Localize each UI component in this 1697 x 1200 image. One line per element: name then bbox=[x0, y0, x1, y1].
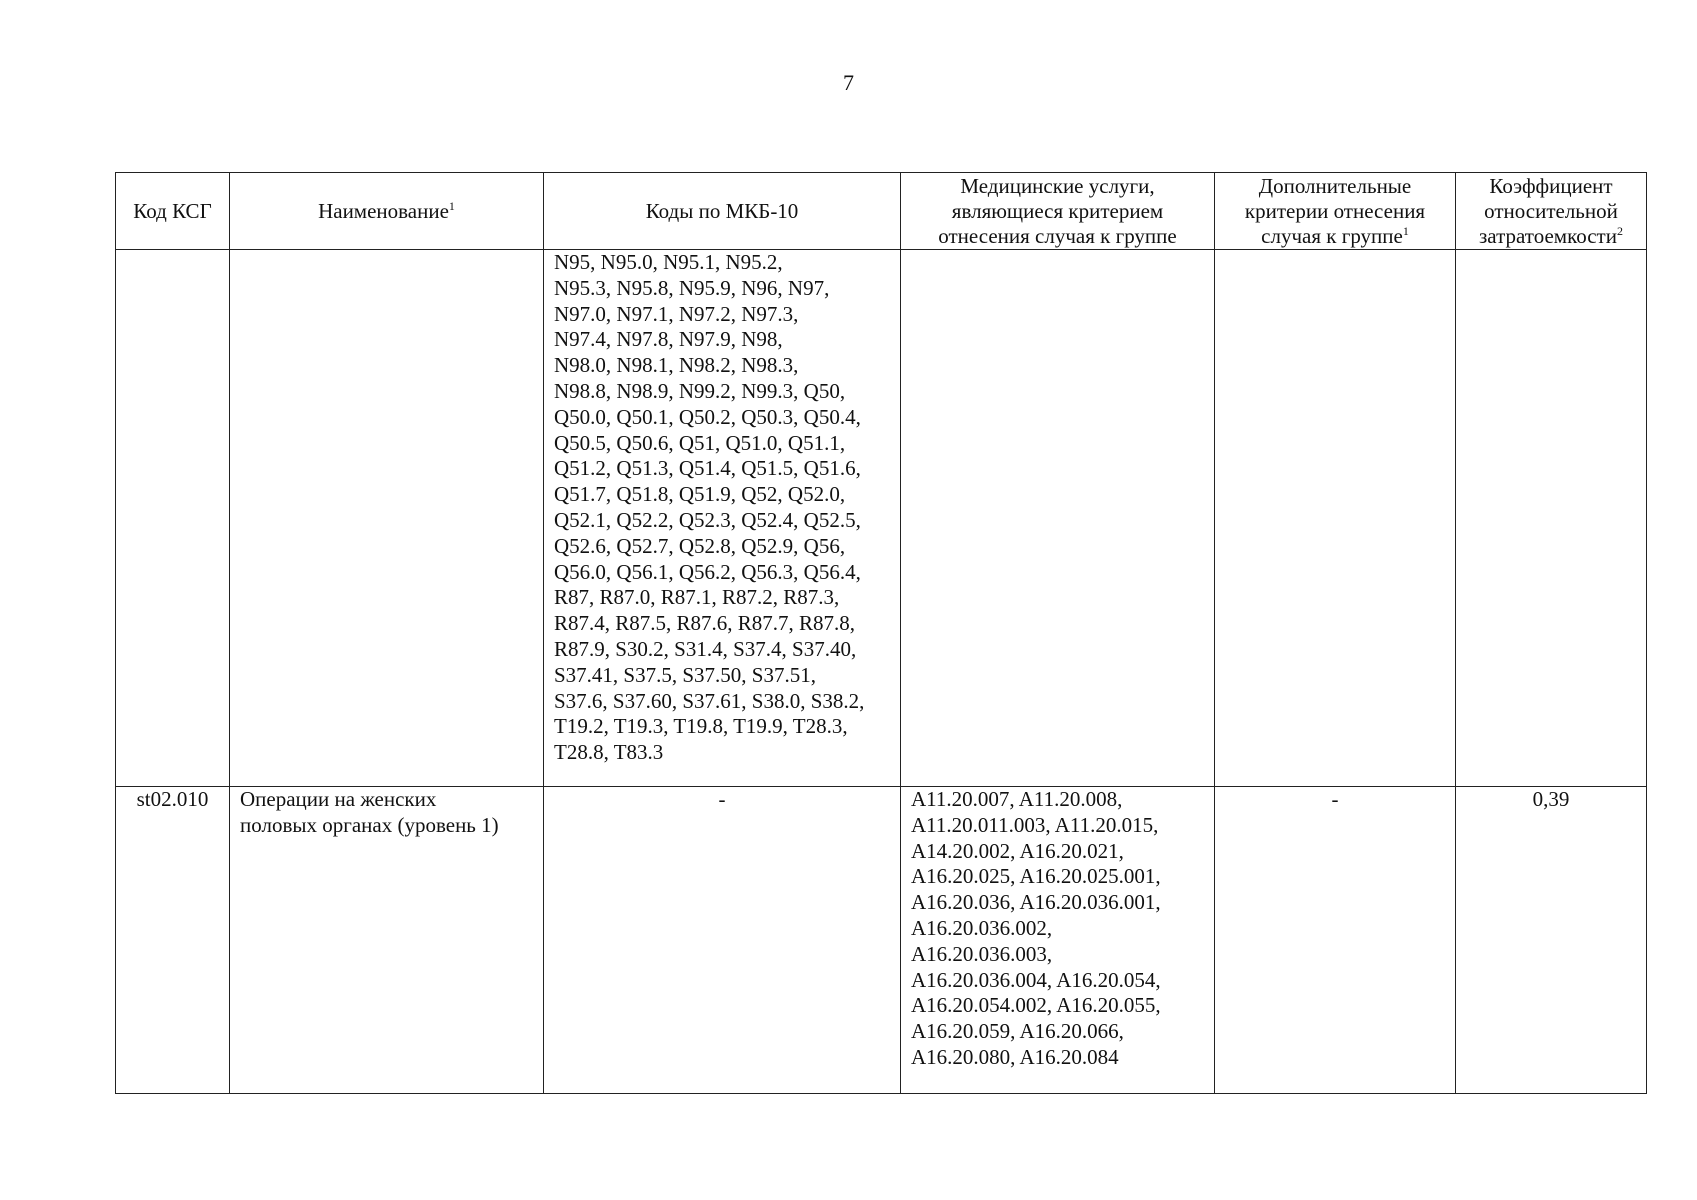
code-line: A14.20.002, A16.20.021, bbox=[911, 838, 1124, 863]
table-header-row bbox=[116, 173, 1647, 250]
code-line: Q51.2, Q51.3, Q51.4, Q51.5, Q51.6, bbox=[554, 456, 861, 481]
footnote-marker: 1 bbox=[1402, 223, 1409, 238]
code-line: A16.20.036, A16.20.036.001, bbox=[911, 890, 1161, 915]
cell-medical-services bbox=[901, 787, 1215, 1094]
header-cost-coefficient: Коэффициент относительной затратоемкости$^2$ bbox=[1456, 173, 1647, 250]
cell-name bbox=[230, 250, 544, 787]
mkb-code-list bbox=[554, 250, 890, 766]
cell-code bbox=[116, 250, 230, 787]
code-line: Q50.0, Q50.1, Q50.2, Q50.3, Q50.4, bbox=[554, 404, 861, 429]
cell-mkb-codes bbox=[544, 250, 901, 787]
cell-mkb-codes: - bbox=[544, 787, 901, 1094]
code-line: A16.20.036.002, bbox=[911, 915, 1053, 940]
code-line: A11.20.011.003, A11.20.015, bbox=[911, 812, 1159, 837]
header-medical-services: Медицинские услуги, являющиеся критерием отнесения случая к группе bbox=[901, 173, 1215, 250]
code-line: A16.20.025, A16.20.025.001, bbox=[911, 864, 1161, 889]
footnote-marker: 2 bbox=[1616, 223, 1623, 238]
cell-cost-coefficient: 0,39 bbox=[1456, 787, 1647, 1094]
cell-cost-coefficient bbox=[1456, 250, 1647, 787]
code-line: N97.4, N97.8, N97.9, N98, bbox=[554, 327, 783, 352]
code-line: R87.9, S30.2, S31.4, S37.4, S37.40, bbox=[554, 636, 857, 661]
table-row bbox=[116, 787, 1647, 1094]
header-additional-criteria: Дополнительные критерии отнесения случая к группе$^1$ bbox=[1215, 173, 1456, 250]
code-line: Q50.5, Q50.6, Q51, Q51.0, Q51.1, bbox=[554, 430, 846, 455]
footnote-marker: 1 bbox=[448, 198, 455, 213]
table-row bbox=[116, 250, 1647, 787]
code-line: A16.20.059, A16.20.066, bbox=[911, 1019, 1124, 1044]
cell-additional-criteria: - bbox=[1215, 787, 1456, 1094]
cell-code: st02.010 bbox=[116, 787, 230, 1094]
code-line: N95, N95.0, N95.1, N95.2, bbox=[554, 250, 783, 274]
code-line: Q51.7, Q51.8, Q51.9, Q52, Q52.0, bbox=[554, 482, 846, 507]
code-line: A11.20.007, A11.20.008, bbox=[911, 787, 1123, 811]
header-mkb-codes: Коды по МКБ-10 bbox=[544, 173, 901, 250]
code-line: R87, R87.0, R87.1, R87.2, R87.3, bbox=[554, 585, 840, 610]
code-line: R87.4, R87.5, R87.6, R87.7, R87.8, bbox=[554, 611, 856, 636]
cell-name: Операции на женских половых органах (уровень 1) bbox=[230, 787, 544, 1094]
code-line: A16.20.036.003, bbox=[911, 941, 1053, 966]
code-line: A16.20.054.002, A16.20.055, bbox=[911, 993, 1161, 1018]
code-line: N98.8, N98.9, N99.2, N99.3, Q50, bbox=[554, 378, 846, 403]
code-line: T19.2, T19.3, T19.8, T19.9, T28.3, bbox=[554, 714, 848, 739]
code-line: A16.20.080, A16.20.084 bbox=[911, 1044, 1119, 1069]
code-line: N98.0, N98.1, N98.2, N98.3, bbox=[554, 353, 799, 378]
code-line: S37.6, S37.60, S37.61, S38.0, S38.2, bbox=[554, 688, 865, 713]
code-line: Q52.6, Q52.7, Q52.8, Q52.9, Q56, bbox=[554, 533, 846, 558]
code-line: Q52.1, Q52.2, Q52.3, Q52.4, Q52.5, bbox=[554, 507, 861, 532]
cell-additional-criteria bbox=[1215, 250, 1456, 787]
code-line: N97.0, N97.1, N97.2, N97.3, bbox=[554, 301, 799, 326]
code-line: A16.20.036.004, A16.20.054, bbox=[911, 967, 1161, 992]
code-line: T28.8, T83.3 bbox=[554, 740, 664, 765]
cell-medical-services bbox=[901, 250, 1215, 787]
page-number: 7 bbox=[843, 70, 854, 95]
code-line: N95.3, N95.8, N95.9, N96, N97, bbox=[554, 275, 830, 300]
code-line: S37.41, S37.5, S37.50, S37.51, bbox=[554, 662, 816, 687]
ksg-table bbox=[115, 172, 1647, 1094]
header-name: Наименование$^1$ bbox=[230, 173, 544, 250]
code-line: Q56.0, Q56.1, Q56.2, Q56.3, Q56.4, bbox=[554, 559, 861, 584]
service-code-list bbox=[911, 787, 1204, 1071]
header-code: Код КСГ bbox=[116, 173, 230, 250]
